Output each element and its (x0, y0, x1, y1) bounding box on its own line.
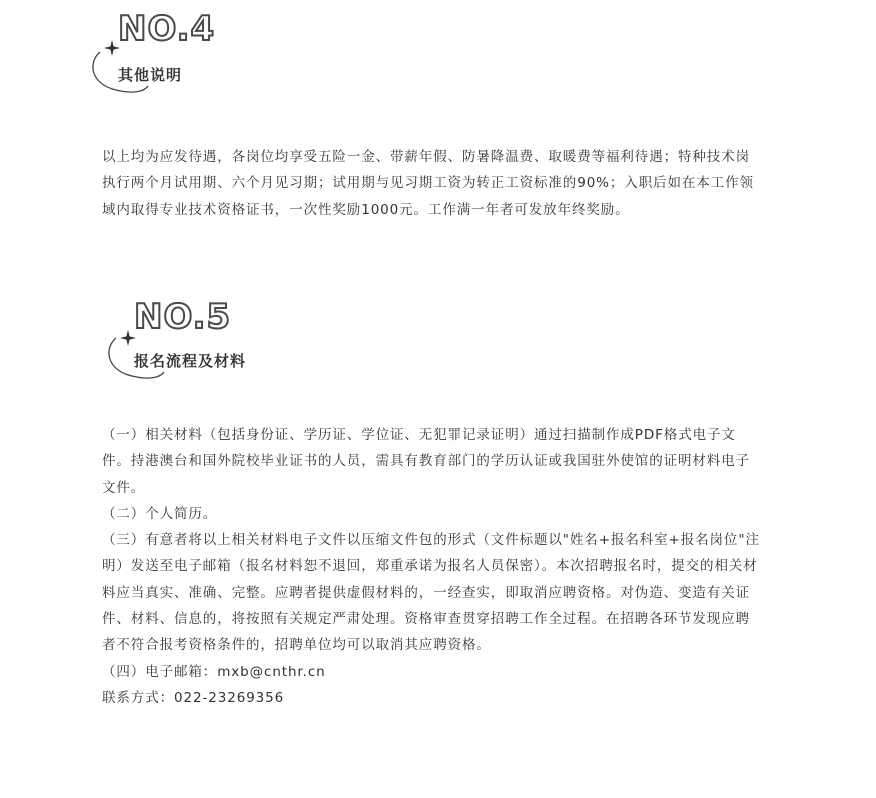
paragraph: （一）相关材料（包括身份证、学历证、学位证、无犯罪记录证明）通过扫描制作成PDF格式电子文件。持港澳台和国外院校毕业证书的人员，需具有教育部门的学历认证或我国驻外使馆的证明材料电子文件。 (102, 427, 750, 496)
email-line: （四）电子邮箱：mxb@cnthr.cn (102, 663, 326, 680)
paragraph: （三）有意者将以上相关材料电子文件以压缩文件包的形式（文件标题以"姓名+报名科室+报名岗位"注明）发送至电子邮箱（报名材料恕不退回，郑重承诺为报名人员保密）。本次招聘报名时，提交的相关材料应当真实、准确、完整。应聘者提供虚假材料的，一经查实，即取消应聘资格。对伪造、变造有关证件、材料、信息的，将按照有关规定严肃处理。资格审查贯穿招聘工作全过程。在招聘各环节发现应聘者不符合报考资格条件的，招聘单位均可以取消其应聘资格。 (102, 532, 760, 654)
section-title: 其他说明 (118, 66, 183, 84)
paragraph: 以上均为应发待遇，各岗位均享受五险一金、带薪年假、防暑降温费、取暖费等福利待遇；特种技术岗执行两个月试用期、六个月见习期；试用期与见习期工资为转正工资标准的90%；入职后如在本工作领域内取得专业技术资格证书，一次性奖励1000元。工作满一年者可发放年终奖励。 (102, 149, 754, 218)
paragraph: （二）个人简历。 (102, 505, 218, 522)
section-title: 报名流程及材料 (134, 352, 247, 370)
section-number: NO.5 (134, 297, 232, 337)
section-4-header (0, 0, 300, 110)
section-4-body (102, 144, 762, 223)
section-5-body (102, 422, 762, 711)
section-number: NO.4 (118, 9, 216, 49)
section-5-header (0, 290, 320, 390)
contact-line: 联系方式：022-23269356 (102, 689, 285, 706)
